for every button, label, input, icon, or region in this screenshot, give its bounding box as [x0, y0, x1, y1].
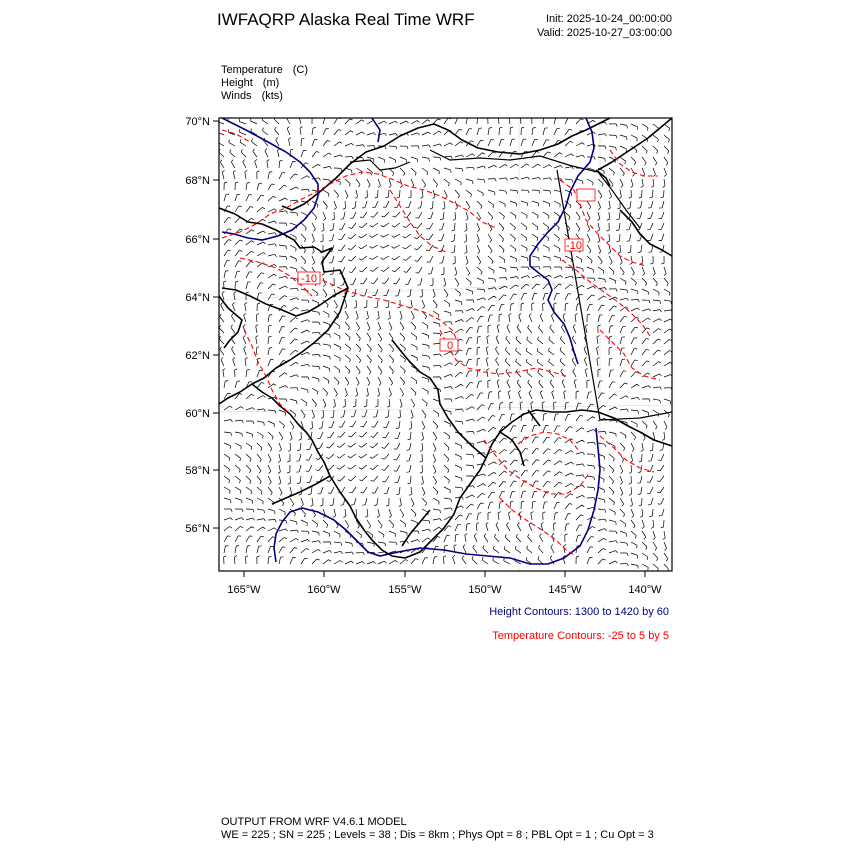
lat-label: 56°N — [185, 523, 210, 535]
lon-label: 150°W — [468, 584, 502, 596]
lon-label: 140°W — [628, 584, 662, 596]
field-temperature: Temperature (C) — [221, 64, 309, 76]
lon-label: 145°W — [548, 584, 582, 596]
model-info: OUTPUT FROM WRF V4.6.1 MODEL — [221, 816, 407, 828]
temp-label-1: 0 — [446, 340, 454, 352]
valid-time: Valid: 2025-10-27_03:00:00 — [537, 27, 672, 39]
field-winds: Winds (kts) — [221, 90, 283, 102]
field-height: Height (m) — [221, 77, 280, 89]
lat-label: 66°N — [185, 234, 210, 246]
longitude-labels — [227, 584, 662, 596]
lat-label: 62°N — [185, 350, 210, 362]
temp-label-2: -10 — [301, 273, 317, 285]
lat-label: 64°N — [185, 292, 210, 304]
lat-label: 58°N — [185, 465, 210, 477]
legend-height: Height Contours: 1300 to 1420 by 60 — [489, 606, 669, 618]
lat-label: 70°N — [185, 116, 210, 128]
model-config: WE = 225 ; SN = 225 ; Levels = 38 ; Dis = 8km ; Phys Opt = 8 ; PBL Opt = 1 ; Cu Opt = 3 — [221, 829, 654, 841]
lat-label: 68°N — [185, 175, 210, 187]
temp-label-3: -10 — [566, 240, 582, 252]
legend-temperature: Temperature Contours: -25 to 5 by 5 — [492, 630, 669, 642]
border-lines — [350, 150, 672, 420]
latitude-labels — [185, 116, 210, 535]
lon-label: 160°W — [307, 584, 341, 596]
lon-label: 165°W — [227, 584, 261, 596]
lat-label: 60°N — [185, 408, 210, 420]
plot-title: IWFAQRP Alaska Real Time WRF — [217, 10, 475, 29]
init-time: Init: 2025-10-24_00:00:00 — [546, 13, 672, 25]
lon-label: 155°W — [388, 584, 422, 596]
